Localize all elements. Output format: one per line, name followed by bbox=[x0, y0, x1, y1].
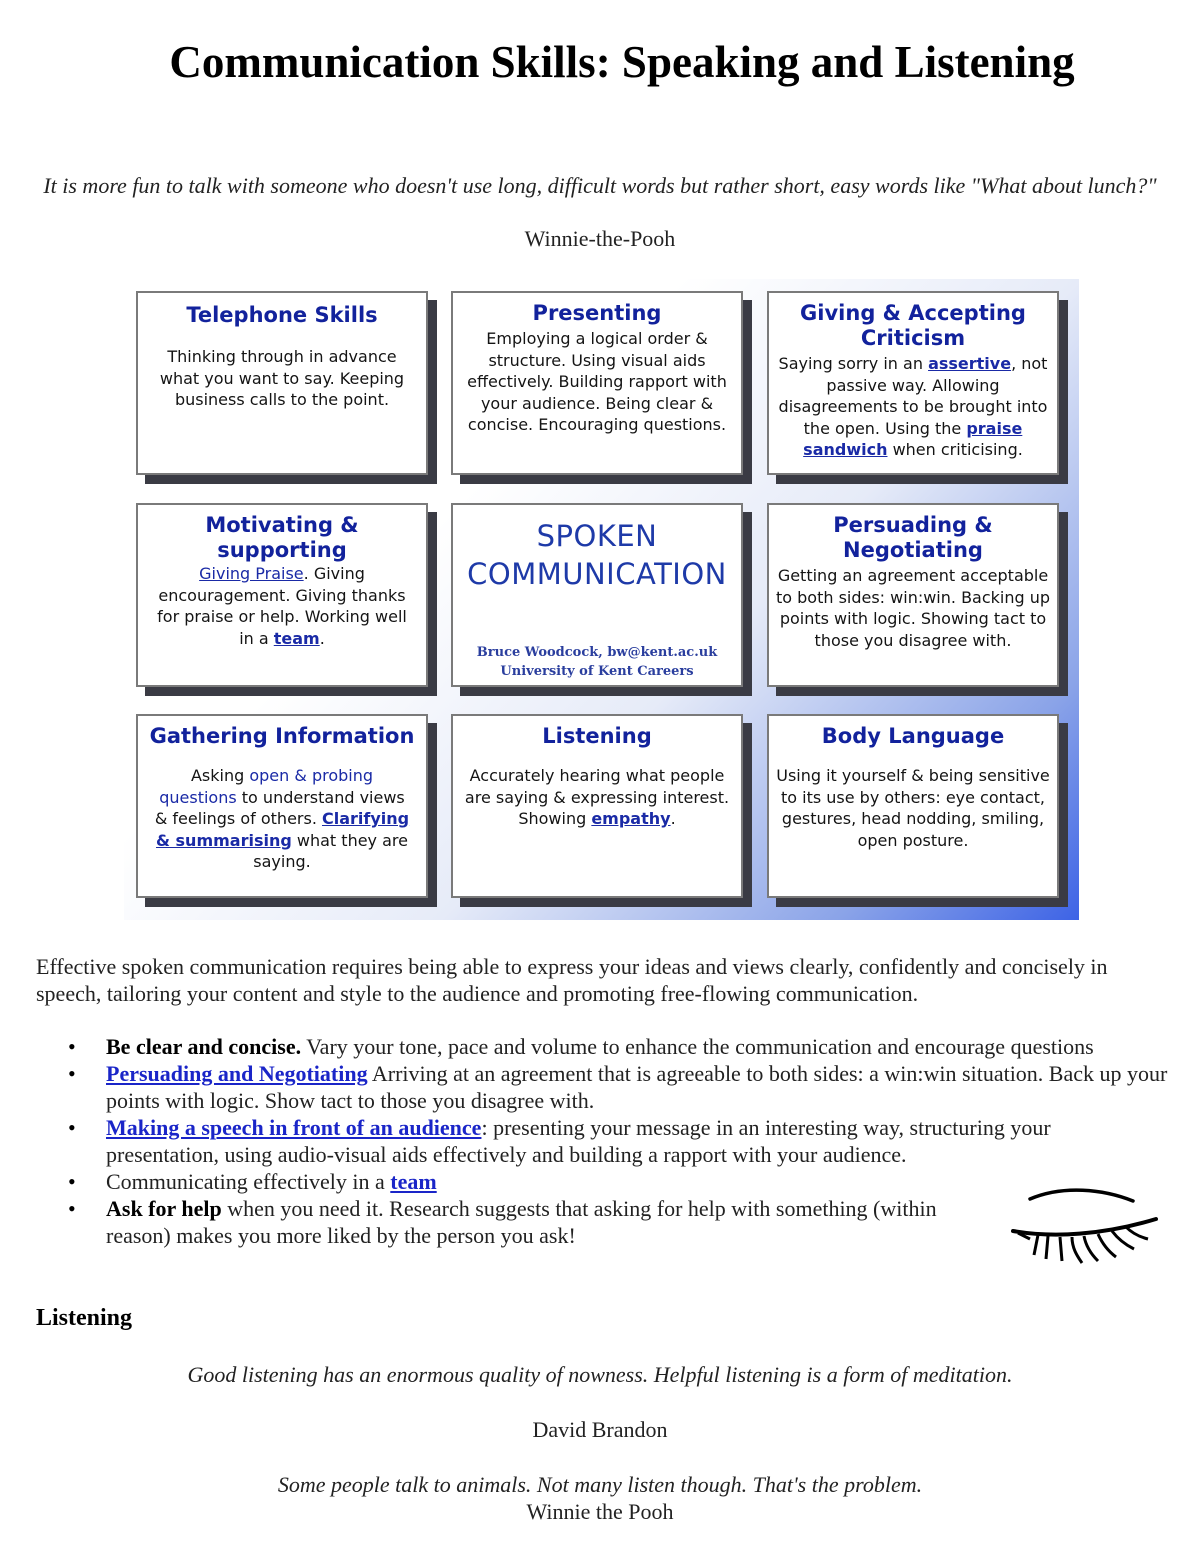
card-spoken-communication-center bbox=[451, 503, 743, 687]
empathy-link[interactable]: empathy bbox=[591, 809, 671, 828]
listening-quote: Good listening has an enormous quality of nowness. Helpful listening is a form of meditation. bbox=[187, 1362, 1013, 1387]
closing-quote: Some people talk to animals. Not many listen though. That's the problem. bbox=[277, 1472, 923, 1497]
card-title: Persuading & Negotiating bbox=[833, 513, 993, 562]
card-motivating-supporting bbox=[136, 503, 428, 687]
closed-eye-icon bbox=[1008, 1183, 1163, 1273]
list-item: • Be clear and concise. Vary your tone, pace and volume to enhance the communication and encourage questions bbox=[36, 1033, 1176, 1060]
card-body: Accurately hearing what people are saying & expressing interest. Showing empathy. bbox=[464, 766, 730, 828]
making-a-speech-link[interactable]: Making a speech in front of an audience bbox=[106, 1115, 482, 1140]
listening-heading: Listening bbox=[36, 1305, 133, 1331]
open-probing-questions-link[interactable]: open & probing questions bbox=[159, 766, 374, 807]
center-credit-author: Bruce Woodcock, bw@kent.ac.uk bbox=[476, 645, 718, 660]
list-item: • Persuading and Negotiating Arriving at an agreement that is agreeable to both sides: a win:win situation. Back up your points with logic. Show tact to those you disagree with. bbox=[36, 1060, 1176, 1114]
card-title: Gathering Information bbox=[149, 724, 415, 748]
opening-quote-author: Winnie-the-Pooh bbox=[524, 226, 676, 251]
card-title: Telephone Skills bbox=[186, 303, 378, 327]
center-heading-line1: SPOKEN bbox=[536, 519, 658, 553]
closing-quote-author: Winnie the Pooh bbox=[526, 1499, 674, 1524]
intro-paragraph: Effective spoken communication requires being able to express your ideas and views clearly, confidently and concisely in speech, tailoring your content and style to the audience and promoting free-flowing communication. bbox=[36, 954, 1108, 1006]
page-title: Communication Skills: Speaking and Listening bbox=[169, 37, 1075, 87]
opening-quote: It is more fun to talk with someone who doesn't use long, difficult words but rather short, easy words like "What about lunch?" bbox=[43, 173, 1157, 198]
card-title: Listening bbox=[542, 724, 652, 748]
card-gathering-information bbox=[136, 714, 428, 898]
listening-quote-author: David Brandon bbox=[532, 1417, 668, 1442]
card-listening bbox=[451, 714, 743, 898]
team-link[interactable]: team bbox=[390, 1169, 437, 1194]
tips-list bbox=[36, 1033, 1176, 1249]
center-heading-line2: COMMUNICATION bbox=[467, 557, 727, 591]
card-body: Saying sorry in an assertive, not passive way. Allowing disagreements to be brought into the open. Using the praise sandwich when criticising. bbox=[778, 354, 1048, 459]
persuading-negotiating-link[interactable]: Persuading and Negotiating bbox=[106, 1061, 368, 1086]
card-persuading-negotiating bbox=[767, 503, 1059, 687]
center-credits bbox=[453, 643, 741, 681]
card-body: Thinking through in advance what you want to say. Keeping business calls to the point. bbox=[159, 347, 405, 409]
list-item: • Communicating effectively in a team bbox=[36, 1168, 1176, 1195]
giving-praise-link[interactable]: Giving Praise bbox=[199, 564, 304, 583]
card-title: Giving & Accepting Criticism bbox=[800, 301, 1026, 350]
card-body: Employing a logical order & structure. Using visual aids effectively. Building rapport with your audience. Being clear & concise. Encouraging questions. bbox=[467, 329, 727, 434]
card-title: Presenting bbox=[532, 301, 662, 325]
card-presenting bbox=[451, 291, 743, 475]
card-body: Using it yourself & being sensitive to its use by others: eye contact, gestures, head nodding, smiling, open posture. bbox=[776, 766, 1050, 850]
card-body: Getting an agreement acceptable to both sides: win:win. Backing up points with logic. Showing tact to those you disagree with. bbox=[775, 566, 1051, 650]
assertive-link[interactable]: assertive bbox=[928, 354, 1012, 373]
card-giving-accepting-criticism bbox=[767, 291, 1059, 475]
center-credit-org: University of Kent Careers bbox=[500, 664, 694, 679]
card-telephone-skills bbox=[136, 291, 428, 475]
card-title: Motivating & supporting bbox=[205, 513, 359, 562]
card-title: Body Language bbox=[821, 724, 1005, 748]
team-link-diagram[interactable]: team bbox=[273, 628, 320, 648]
spoken-communication-diagram bbox=[124, 279, 1079, 920]
praise-sandwich-link[interactable]: praise sandwich bbox=[803, 418, 1023, 459]
card-body-language bbox=[767, 714, 1059, 898]
list-item: • Making a speech in front of an audience: presenting your message in an interesting way, structuring your presentation, using audio-visual aids effectively and building a rapport with your audience. bbox=[36, 1114, 1176, 1168]
card-body: Asking open & probing questions to understand views & feelings of others. Clarifying & summarising what they are saying. bbox=[154, 766, 410, 871]
clarifying-summarising-link[interactable]: Clarifying & summarising bbox=[156, 809, 410, 850]
card-body: Giving Praise. Giving encouragement. Giving thanks for praise or help. Working well in a team. bbox=[157, 564, 407, 648]
list-item: • Ask for help when you need it. Research suggests that asking for help with something (within reason) makes you more liked by the person you ask! bbox=[36, 1195, 1176, 1249]
